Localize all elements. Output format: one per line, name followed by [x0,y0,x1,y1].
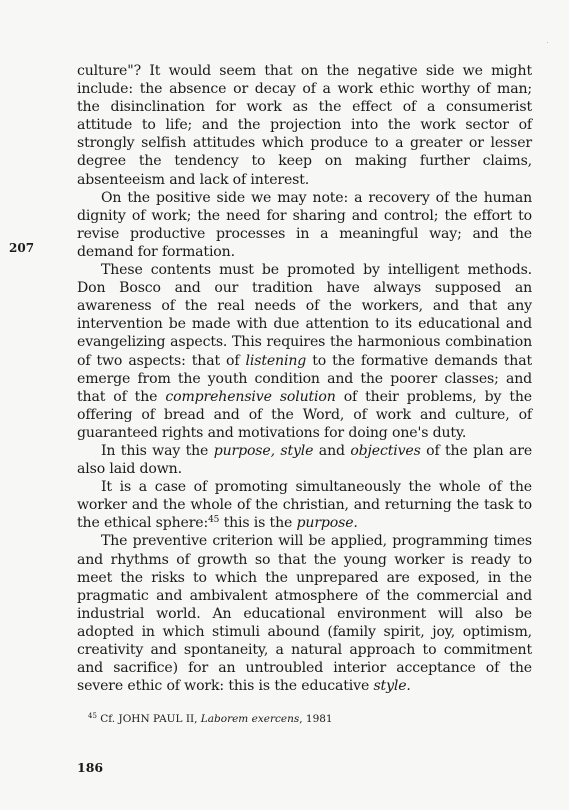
paragraph-4 [77,442,532,478]
text-run: to the formative demands that emerge from the youth condition and the poorer classes; and that of the [77,352,532,405]
paragraph-1: culture"? It would seem that on the negative side we might include: the absence or decay of a work ethic worthy of man; the disinclination for work as the effect of a consumerist attitude to life; and the projection into the work sector of strongly selfish attitudes which produce to a greater or lesser degree the tendency to keep on making further claims, absenteeism and lack of interest. [77,63,532,188]
emphasis-style: style. [373,678,411,695]
scan-speck [547,42,548,43]
footnote-title: Laborem exercens [200,713,300,725]
text-run: and [313,442,351,459]
paragraph-5 [77,478,532,532]
text-run: It is a case of promoting simultaneously the whole of the worker and the whole of the christian, and returning the task to the ethical sphere: [77,479,532,532]
footnote-reference: 45 [208,515,220,526]
text-run: this is the [219,515,297,532]
emphasis-purpose-style: purpose, style [213,442,314,459]
page-number: 186 [77,760,104,775]
paragraph-6 [77,532,532,695]
emphasis-listening: listening [245,352,307,369]
body-text [77,62,532,695]
paragraph-3 [77,261,532,442]
text-run: of their problems, by the offering of bread and of the Word, of work and culture, of guaranteed rights and motivations for doing one's duty. [77,388,532,441]
text-run: In this way the [101,442,214,459]
text-run: These contents must be promoted by intelligent methods. Don Bosco and our tradition have always supposed an awareness of the real needs of the workers, and that any intervention be made with due attention to its educational and evangelizing aspects. This requires the harmonious combination of two aspects: that of [77,262,532,369]
footnote-number: 45 [88,712,97,720]
emphasis-comprehensive-solution: comprehensive solution [165,388,336,405]
emphasis-purpose: purpose. [296,515,358,532]
text-run: The preventive criterion will be applied, programming times and rhythms of growth so that the young worker is ready to meet the risks to which the unprepared are exposed, in the pragmatic and ambivalent atmosphere of the commercial and industrial world. An educational environment will also be adopted in which stimuli abound (family spirit, joy, optimism, creativity and spontaneity, a natural approach to commitment and sacrifice) for an untroubled interior acceptance of the severe ethic of work: this is the educative [77,533,532,695]
paragraph-2: On the positive side we may note: a recovery of the human dignity of work; the need for sharing and control; the effort to revise productive processes in a meaningful way; and the demand for formation. [77,189,532,260]
footnote [88,712,333,726]
footnote-text: Cf. JOHN PAUL II, [96,713,201,725]
emphasis-objectives: objectives [350,442,421,459]
footnote-text: , 1981 [299,713,333,725]
margin-paragraph-number: 207 [9,241,35,255]
text-run: of the plan are also laid down. [77,442,533,478]
